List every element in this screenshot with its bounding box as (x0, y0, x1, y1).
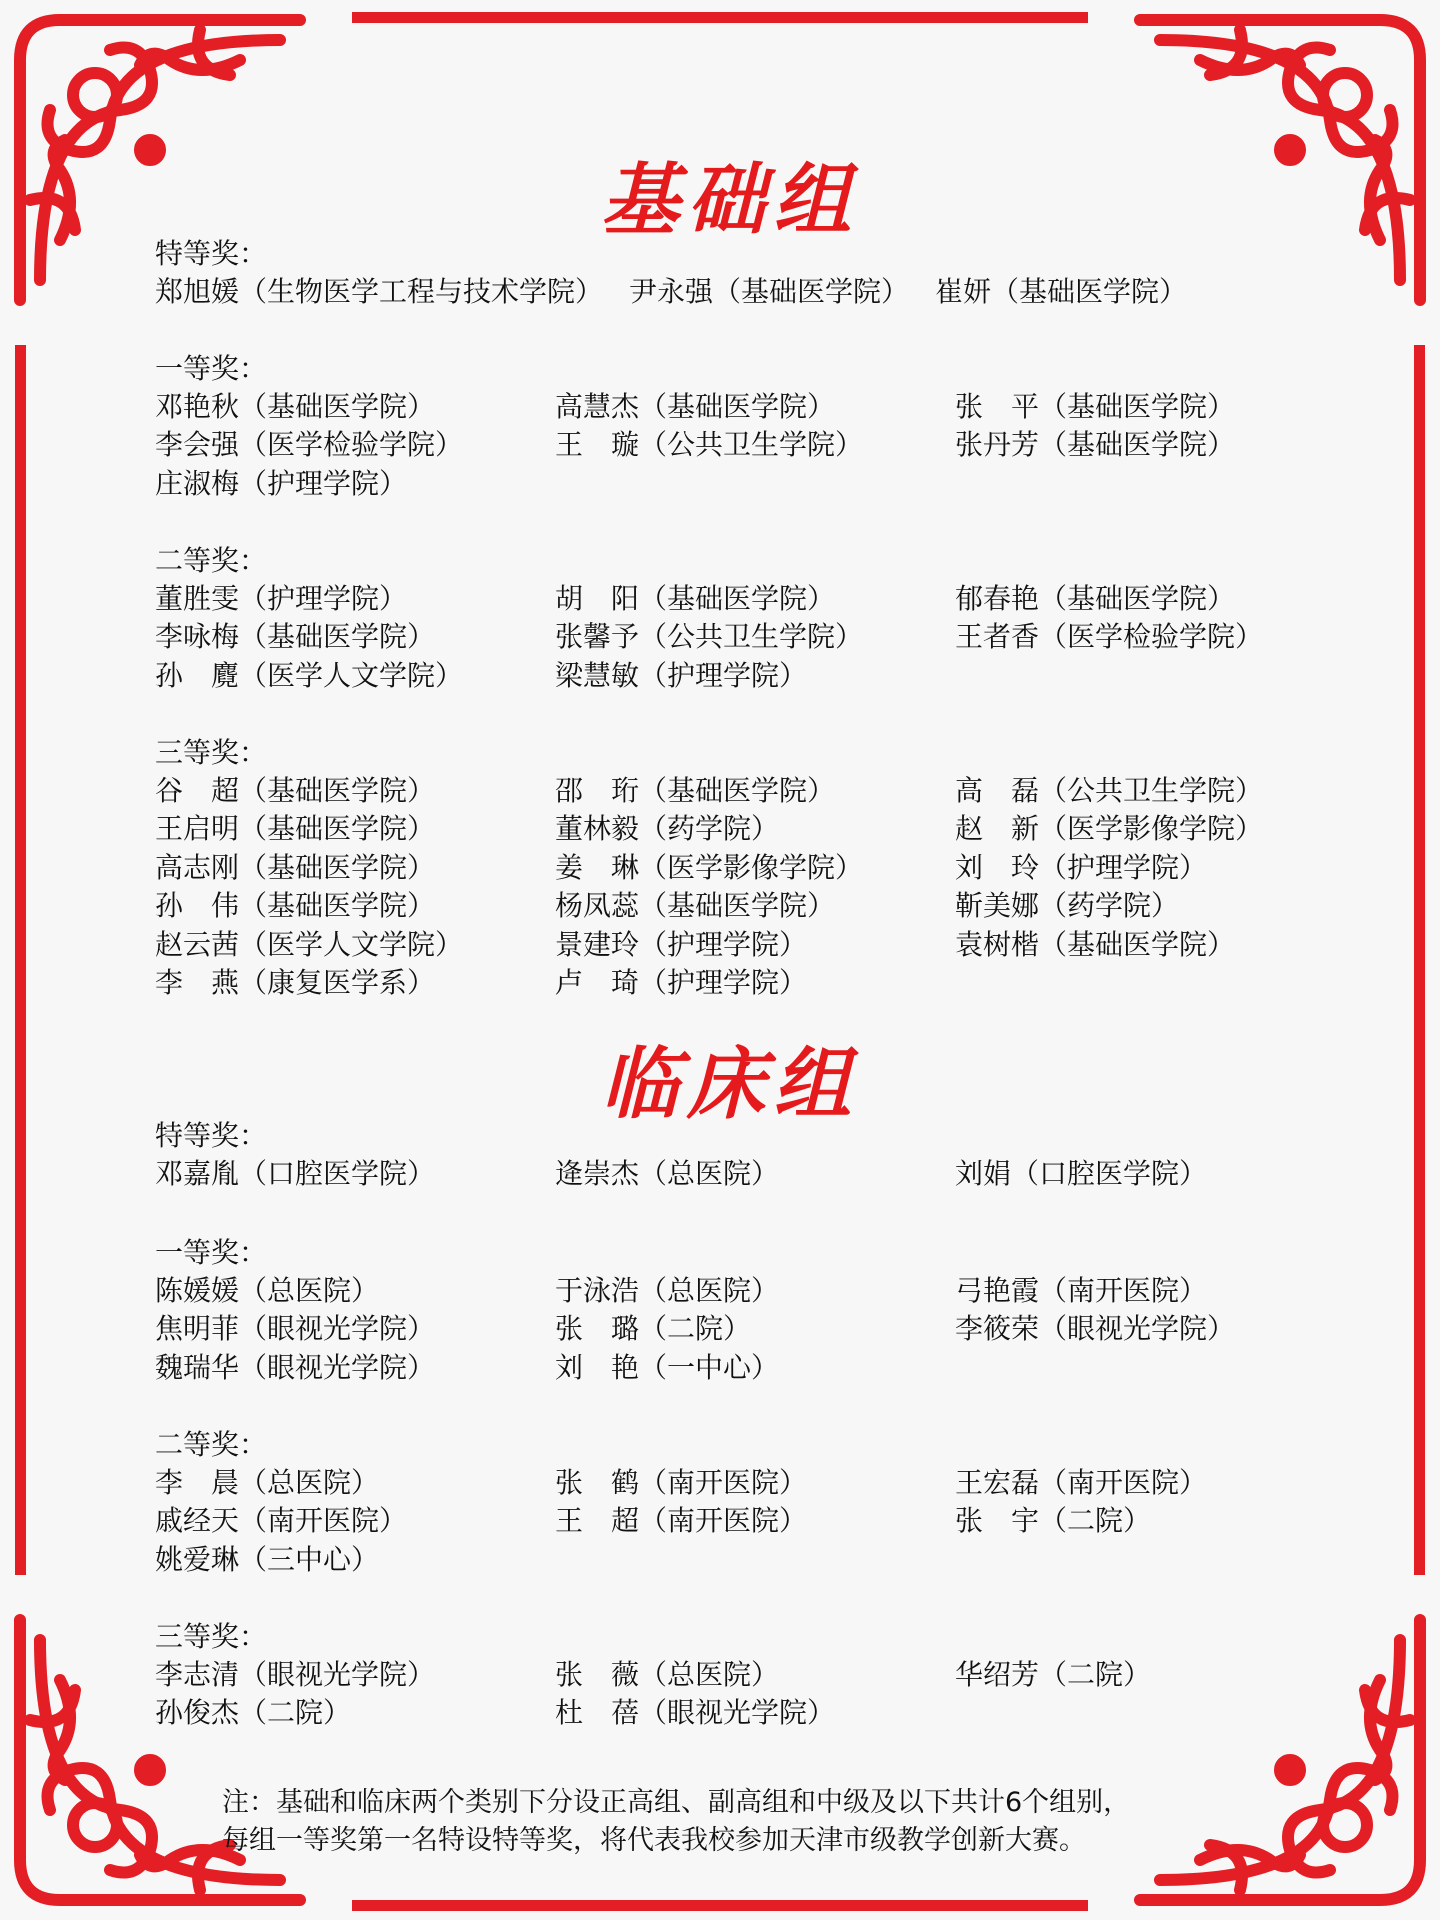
winner-entry (955, 1349, 1305, 1387)
winner-entry: 高慧杰（基础医学院） (555, 390, 836, 423)
border-left-line (15, 345, 26, 1575)
award-label: 一等奖： (155, 352, 268, 385)
winner-entry: 刘 玲（护理学院） (955, 850, 1208, 884)
clinical-special-section (155, 1117, 1305, 1193)
winner-row (155, 772, 1305, 810)
winner-entry: 邵 珩（基础医学院） (555, 774, 836, 807)
winner-entry: 郁春艳（基础医学院） (955, 582, 1236, 615)
winner-entry: 李会强（医学检验学院） (155, 428, 464, 462)
winner-row (155, 1464, 1305, 1502)
clinical-first-section (155, 1234, 1305, 1387)
winner-entry: 张丹芳（基础医学院） (955, 428, 1236, 462)
winner-row (155, 926, 1305, 964)
award-label: 一等奖： (155, 1236, 268, 1269)
winner-row (155, 810, 1305, 848)
basic-special-winners (155, 273, 1305, 311)
winner-entry: 谷 超（基础医学院） (155, 774, 436, 807)
winner-entry: 姚爱琳（三中心） (155, 1542, 380, 1576)
winner-entry: 邓嘉胤（口腔医学院） (155, 1157, 436, 1190)
winner-entry (955, 1694, 1305, 1732)
winner-row (155, 388, 1305, 426)
award-label: 三等奖： (155, 736, 268, 769)
winner-entry: 郑旭媛（生物医学工程与技术学院） (155, 275, 604, 308)
winner-entry: 李筱荣（眼视光学院） (955, 1312, 1236, 1346)
basic-second-section (155, 542, 1305, 695)
winner-entry: 邓艳秋（基础医学院） (155, 390, 436, 423)
winner-row (155, 964, 1305, 1002)
winner-entry (955, 465, 1305, 503)
winner-entry: 孙 伟（基础医学院） (155, 889, 436, 923)
winner-entry: 董林毅（药学院） (555, 812, 780, 846)
winner-entry: 张 鹤（南开医院） (555, 1466, 808, 1499)
winner-row (155, 1310, 1305, 1348)
winner-entry: 高志刚（基础医学院） (155, 850, 436, 884)
winner-row (155, 426, 1305, 464)
winner-entry: 王者香（医学检验学院） (955, 620, 1264, 654)
winner-row (155, 1349, 1305, 1387)
basic-group-title: 基础组 (600, 155, 859, 246)
winner-entry: 胡 阳（基础医学院） (555, 582, 836, 615)
border-bottom-line (352, 1900, 1088, 1911)
winner-entry: 姜 琳（医学影像学院） (555, 850, 864, 884)
award-label: 二等奖： (155, 544, 268, 577)
winner-entry: 陈媛媛（总医院） (155, 1274, 380, 1307)
winner-entry: 李咏梅（基础医学院） (155, 620, 436, 654)
winner-entry: 梁慧敏（护理学院） (555, 658, 808, 692)
winner-entry: 李志清（眼视光学院） (155, 1658, 436, 1691)
winner-entry: 董胜雯（护理学院） (155, 582, 408, 615)
winner-row (155, 887, 1305, 925)
winner-entry: 赵云茜（医学人文学院） (155, 927, 464, 961)
winner-entry: 逄崇杰（总医院） (555, 1157, 780, 1190)
winner-entry: 孙俊杰（二院） (155, 1696, 352, 1730)
border-right-line (1414, 345, 1425, 1575)
winner-entry: 尹永强（基础医学院） (629, 275, 910, 308)
footnote-line: 注：基础和临床两个类别下分设正高组、副高组和中级及以下共计6个组别， (222, 1787, 1131, 1818)
winner-entry: 李 晨（总医院） (155, 1466, 380, 1499)
winner-entry: 刘娟（口腔医学院） (955, 1157, 1208, 1190)
basic-first-section (155, 350, 1305, 503)
winner-entry: 卢 琦（护理学院） (555, 965, 808, 999)
award-label: 特等奖： (155, 1119, 268, 1152)
winner-row (155, 1502, 1305, 1540)
winner-entry: 张 平（基础医学院） (955, 390, 1236, 423)
winner-row (155, 1155, 1305, 1193)
winner-entry: 焦明菲（眼视光学院） (155, 1312, 436, 1346)
winner-entry: 张 宇（二院） (955, 1504, 1152, 1538)
winner-entry: 靳美娜（药学院） (955, 889, 1180, 923)
winner-entry: 王 璇（公共卫生学院） (555, 428, 864, 462)
winner-row (155, 849, 1305, 887)
award-label: 三等奖： (155, 1620, 268, 1653)
basic-special-section (155, 235, 1305, 311)
award-label: 特等奖： (155, 237, 268, 270)
winner-entry: 弓艳霞（南开医院） (955, 1274, 1208, 1307)
basic-third-section (155, 734, 1305, 1002)
winner-entry: 杨凤蕊（基础医学院） (555, 889, 836, 923)
footnote-line: 每组一等奖第一名特设特等奖，将代表我校参加天津市级教学创新大赛。 (222, 1825, 1086, 1856)
winner-entry: 李 燕（康复医学系） (155, 965, 436, 999)
winner-entry: 刘 艳（一中心） (555, 1350, 780, 1384)
winner-row (155, 1541, 1305, 1579)
winner-entry (555, 465, 955, 503)
winner-entry: 王宏磊（南开医院） (955, 1466, 1208, 1499)
winner-entry: 王启明（基础医学院） (155, 812, 436, 846)
winner-row (155, 1694, 1305, 1732)
winner-entry: 景建玲（护理学院） (555, 927, 808, 961)
winner-entry: 赵 新（医学影像学院） (955, 812, 1264, 846)
winner-row (155, 657, 1305, 695)
winner-entry: 张馨予（公共卫生学院） (555, 620, 864, 654)
winner-row (155, 1656, 1305, 1694)
clinical-second-section (155, 1426, 1305, 1579)
winner-row (155, 1272, 1305, 1310)
winner-entry (555, 1541, 955, 1579)
winner-entry (955, 657, 1305, 695)
winner-entry: 庄淑梅（护理学院） (155, 466, 408, 500)
winner-row (155, 618, 1305, 656)
winner-entry: 孙 麑（医学人文学院） (155, 658, 464, 692)
footnote (222, 1784, 1322, 1860)
winner-entry: 华绍芳（二院） (955, 1658, 1152, 1691)
winner-entry (955, 1541, 1305, 1579)
winner-row (155, 580, 1305, 618)
winner-entry: 魏瑞华（眼视光学院） (155, 1350, 436, 1384)
border-top-line (352, 12, 1088, 23)
clinical-third-section (155, 1618, 1305, 1733)
winner-entry: 崔妍（基础医学院） (935, 275, 1188, 308)
winner-entry: 袁树楷（基础医学院） (955, 927, 1236, 961)
winner-entry: 王 超（南开医院） (555, 1504, 808, 1538)
winner-entry: 张 薇（总医院） (555, 1658, 780, 1691)
winner-entry: 戚经天（南开医院） (155, 1504, 408, 1538)
winner-entry: 张 璐（二院） (555, 1312, 752, 1346)
winner-entry: 于泳浩（总医院） (555, 1274, 780, 1307)
winner-entry: 高 磊（公共卫生学院） (955, 774, 1264, 807)
award-label: 二等奖： (155, 1428, 268, 1461)
winner-row (155, 465, 1305, 503)
winner-entry: 杜 蓓（眼视光学院） (555, 1696, 836, 1730)
winner-entry (955, 964, 1305, 1002)
clinical-group-title: 临床组 (600, 1039, 859, 1130)
